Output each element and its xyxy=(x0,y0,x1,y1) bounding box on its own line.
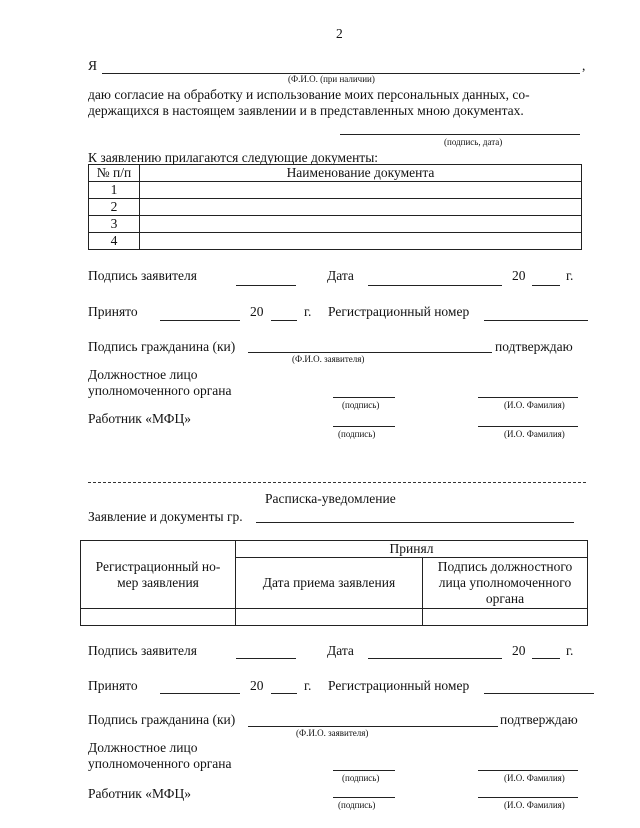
row-number: 3 xyxy=(89,216,140,233)
mfc-sign-line[interactable] xyxy=(333,426,395,427)
accepted-year-line[interactable] xyxy=(271,320,297,321)
mfc-sign-line-2[interactable] xyxy=(333,797,395,798)
cut-line xyxy=(88,482,586,483)
citizen-sign-line[interactable] xyxy=(248,352,492,353)
consent-text-1: даю согласие на обработку и использование моих персональных данных, со- xyxy=(88,87,530,102)
signature-hint: (подпись) xyxy=(342,400,380,410)
reg-num-header-1: Регистрационный но- xyxy=(95,558,221,574)
official-sign-header-3: органа xyxy=(485,591,525,606)
year-line-2[interactable] xyxy=(532,658,560,659)
table-row xyxy=(89,182,582,199)
official-sign-line[interactable] xyxy=(333,397,395,398)
documents-table xyxy=(88,164,582,250)
comma: , xyxy=(582,58,586,73)
row-number: 4 xyxy=(89,233,140,250)
table-row xyxy=(89,233,582,250)
reg-num-header-2: мер заявления xyxy=(117,574,199,590)
col-name-header: Наименование документа xyxy=(140,165,582,182)
accepted-year-suffix: г. xyxy=(304,304,312,319)
io-surname-hint: (И.О. Фамилия) xyxy=(504,429,565,439)
page-number: 2 xyxy=(336,26,343,41)
year-suffix-2: г. xyxy=(566,643,574,658)
official-sign-cell[interactable] xyxy=(423,609,588,626)
accepted-line-2[interactable] xyxy=(160,693,240,694)
date-label: Дата xyxy=(327,268,354,283)
date-received-cell[interactable] xyxy=(236,609,423,626)
confirm-label: подтверждаю xyxy=(495,339,573,354)
ya-label: Я xyxy=(88,58,98,73)
accepted-line[interactable] xyxy=(160,320,240,321)
citizen-sign-line-2[interactable] xyxy=(248,726,498,727)
row-number: 1 xyxy=(89,182,140,199)
official-label-2: уполномоченного органа xyxy=(88,383,232,398)
receipt-table xyxy=(80,540,588,626)
reg-number-line-2[interactable] xyxy=(484,693,594,694)
accepted-year-suffix-2: г. xyxy=(304,678,312,693)
accepted-header: Принял xyxy=(236,541,588,558)
official-name-line-2[interactable] xyxy=(478,770,578,771)
docs-heading: К заявлению прилагаются следующие документы: xyxy=(88,150,379,165)
receipt-title: Расписка-уведомление xyxy=(265,491,396,506)
signature-hint: (подпись) xyxy=(338,800,376,810)
io-surname-hint: (И.О. Фамилия) xyxy=(504,800,565,810)
mfc-worker-label-2: Работник «МФЦ» xyxy=(88,786,191,801)
docs-from-line[interactable] xyxy=(256,522,574,523)
mfc-name-line[interactable] xyxy=(478,426,578,427)
sign-date-hint: (подпись, дата) xyxy=(444,137,503,147)
docs-from-label: Заявление и документы гр. xyxy=(88,509,243,524)
document-name-cell[interactable] xyxy=(140,199,582,216)
reg-num-header xyxy=(81,541,236,609)
reg-num-cell[interactable] xyxy=(81,609,236,626)
accepted-label-2: Принято xyxy=(88,678,138,693)
consent-text-2: держащихся в настоящем заявлении и в представленных мною документах. xyxy=(88,103,524,118)
date-line-2[interactable] xyxy=(368,658,502,659)
signature-hint: (подпись) xyxy=(338,429,376,439)
reg-number-label-2: Регистрационный номер xyxy=(328,678,470,693)
consent-sign-line[interactable] xyxy=(340,134,580,135)
date-received-header: Дата приема заявления xyxy=(236,558,423,609)
document-name-cell[interactable] xyxy=(140,233,582,250)
applicant-sign-line-2[interactable] xyxy=(236,658,296,659)
date-label-2: Дата xyxy=(327,643,354,658)
document-name-cell[interactable] xyxy=(140,182,582,199)
accepted-label: Принято xyxy=(88,304,138,319)
row-number: 2 xyxy=(89,199,140,216)
applicant-sign-label: Подпись заявителя xyxy=(88,268,197,283)
col-num-header: № п/п xyxy=(89,165,140,182)
accepted-year-line-2[interactable] xyxy=(271,693,297,694)
io-surname-hint: (И.О. Фамилия) xyxy=(504,400,565,410)
official-sign-header xyxy=(423,558,588,609)
year-suffix: г. xyxy=(566,268,574,283)
accepted-year-prefix-2: 20 xyxy=(250,678,264,693)
reg-number-line[interactable] xyxy=(484,320,588,321)
signature-hint: (подпись) xyxy=(342,773,380,783)
official-label-2-1: Должностное лицо xyxy=(88,740,198,755)
citizen-sign-label: Подпись гражданина (ки) xyxy=(88,339,236,354)
mfc-worker-label: Работник «МФЦ» xyxy=(88,411,191,426)
official-label-2-2: уполномоченного органа xyxy=(88,756,232,771)
fio-applicant-hint-2: (Ф.И.О. заявителя) xyxy=(296,728,369,738)
citizen-sign-label-2: Подпись гражданина (ки) xyxy=(88,712,236,727)
accepted-year-prefix: 20 xyxy=(250,304,264,319)
official-sign-line-2[interactable] xyxy=(333,770,395,771)
document-name-cell[interactable] xyxy=(140,216,582,233)
official-sign-header-2: лица уполномоченного xyxy=(438,575,572,590)
io-surname-hint: (И.О. Фамилия) xyxy=(504,773,565,783)
date-line[interactable] xyxy=(368,285,502,286)
official-label-1: Должностное лицо xyxy=(88,367,198,382)
applicant-sign-line[interactable] xyxy=(236,285,296,286)
year-prefix-2: 20 xyxy=(512,643,526,658)
fio-hint: (Ф.И.О. (при наличии) xyxy=(288,74,375,84)
confirm-label-2: подтверждаю xyxy=(500,712,578,727)
table-row xyxy=(89,199,582,216)
reg-number-label: Регистрационный номер xyxy=(328,304,470,319)
official-sign-header-1: Подпись должностного xyxy=(437,559,573,574)
year-line[interactable] xyxy=(532,285,560,286)
year-prefix: 20 xyxy=(512,268,526,283)
applicant-sign-label-2: Подпись заявителя xyxy=(88,643,197,658)
table-row xyxy=(81,609,588,626)
table-row xyxy=(89,216,582,233)
official-name-line[interactable] xyxy=(478,397,578,398)
fio-applicant-hint: (Ф.И.О. заявителя) xyxy=(292,354,365,364)
mfc-name-line-2[interactable] xyxy=(478,797,578,798)
